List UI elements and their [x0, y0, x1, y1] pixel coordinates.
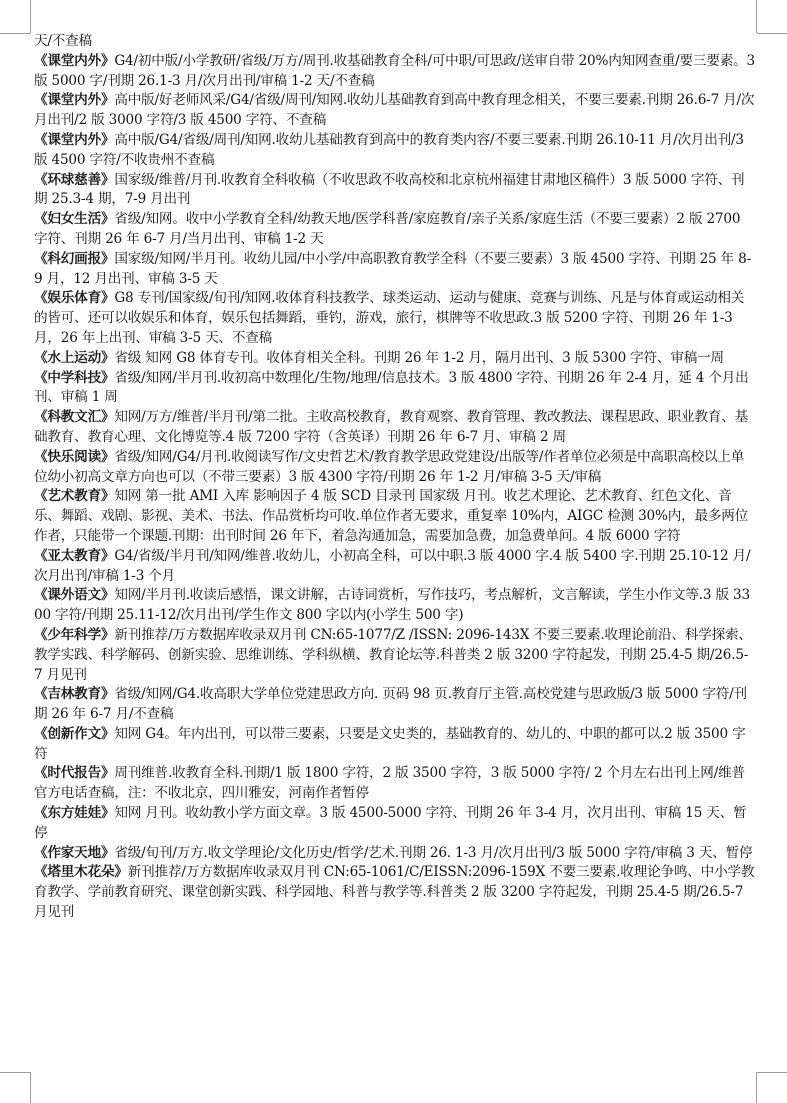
- journal-entry: [34, 210, 756, 250]
- journal-details: 省级/知网。收中小学教育全科/幼教天地/医学科普/家庭教育/亲子关系/家庭生活（不要三要素）2 版 2700 字符、刊期 26 年 6-7 月/当月出刊、审稿 1-2 天: [34, 211, 741, 247]
- journal-name: 《水上运动》: [34, 349, 115, 366]
- journal-entry: [34, 725, 756, 765]
- journal-name: 《创新作文》: [34, 725, 115, 742]
- journal-details: 知网 第一批 AMI 入库 影响因子 4 版 SCD 目录刊 国家级 月刊。收艺术理论、艺术教育、红色文化、音乐、舞蹈、戏剧、影视、美术、书法、作品赏析均可收.单位作者无要求，重复率 10%内，AIGC 检测 30%内，最多两位作者，只能带一个课题.刊期：出刊时间 26 年下，着急沟通加急，需要加急费，加急费单问。4 版 6000 字符: [34, 488, 749, 544]
- journal-name: 《课外语文》: [34, 587, 115, 604]
- journal-name: 《作家天地》: [34, 844, 115, 861]
- journal-name: 《少年科学》: [34, 626, 115, 643]
- journal-name: 《塔里木花朵》: [34, 864, 128, 881]
- journal-entry: [34, 586, 756, 626]
- journal-entry: [34, 764, 756, 804]
- journal-entry: [34, 487, 756, 546]
- journal-entry: [34, 369, 756, 409]
- journal-entry: [34, 626, 756, 685]
- journal-details: 国家级/知网/半月刊。收幼儿园/中小学/中高职教育教学全科（不要三要素）3 版 4500 字符、刊期 25 年 8-9 月，12 月出刊、审稿 3-5 天: [34, 250, 751, 287]
- journal-entry: [34, 171, 756, 211]
- journal-entry: [34, 91, 756, 131]
- journal-details: 省级/知网/半月刊.收初高中数理化/生物/地理/信息技术。3 版 4800 字符、刊期 26 年 2-4 月，延 4 个月出刊、审稿 1 周: [34, 369, 749, 406]
- journal-name: 《艺术教育》: [34, 488, 115, 505]
- journal-name: 《科教文汇》: [34, 409, 115, 426]
- crop-mark-top-left-v: [30, 0, 31, 33]
- journal-details: 知网 G4。年内出刊，可以带三要素，只要是文史类的，基础教育的、幼儿的、中职的都可以.2 版 3500 字符: [34, 725, 746, 762]
- journal-name: 《环球慈善》: [34, 171, 115, 188]
- journal-list: [34, 52, 756, 923]
- journal-name: 《科幻画报》: [34, 250, 115, 267]
- journal-entry: [34, 289, 756, 348]
- journal-name: 《娱乐体育》: [34, 290, 115, 307]
- journal-name: 《课堂内外》: [34, 92, 115, 109]
- journal-details: G4/省级/半月刊/知网/维普.收幼儿，小初高全科，可以中职.3 版 4000 字.4 版 5400 字.刊期 25.10-12 月/次月出刊/审稿 1-3 个月: [34, 547, 751, 584]
- journal-entry: [34, 804, 756, 844]
- journal-entry: [34, 349, 756, 369]
- journal-details: 省级/旬刊/万方.收文学理论/文化历史/哲学/艺术.刊期 26. 1-3 月/次月出刊/3 版 5000 字符/审稿 3 天、暂停: [114, 844, 753, 861]
- journal-details: G8 专刊/国家级/旬刊/知网.收体育科技教学、球类运动、运动与健康、竞赛与训练、凡是与体育或运动相关的皆可、还可以收娱乐和体育，娱乐包括舞蹈，垂钓，游戏，旅行，棋牌等不收思政.3 版 5200 字符、刊期 26 年 1-3 月，26 年上出刊、审稿 3-5 天、不查稿: [34, 290, 745, 346]
- journal-details: 知网/半月刊.收读后感悟，课文讲解，古诗词赏析，写作技巧，考点解析，文言解读，学生小作文等.3 版 3300 字符/刊期 25.11-12/次月出刊/学生作文 800 字以内(小学生 500 字): [34, 587, 750, 624]
- crop-mark-bottom-left-h: [0, 1072, 30, 1073]
- journal-details: G4/初中版/小学教研/省级/万方/周刊.收基础教育全科/可中职/可思政/送审自带 20%内知网查重/要三要素。3 版 5000 字/刊期 26.1-3 月/次月出刊/审稿 1-2 天/不查稿: [34, 52, 755, 89]
- crop-mark-bottom-left-v: [30, 1072, 31, 1103]
- journal-name: 《中学科技》: [34, 369, 115, 386]
- crop-mark-top-right-v: [756, 0, 757, 33]
- journal-details: 知网/万方/维普/半月刊/第二批。主收高校教育，教育观察、教育管理、教改教法、课程思政、职业教育、基础教育、教育心理、文化博览等.4 版 7200 字符（含英译）刊期 26 年 6-7 月、审稿 2 周: [34, 409, 749, 445]
- journal-entry: [34, 448, 756, 488]
- journal-details: 国家级/维普/月刊.收教育全科收稿（不收思政不收高校和北京杭州福建甘肃地区稿件）3 版 5000 字符、刊期 25.3-4 期，7-9 月出刊: [34, 171, 745, 208]
- journal-details: 知网 月刊。收幼教小学方面文章。3 版 4500-5000 字符、刊期 26 年 3-4 月，次月出刊、审稿 15 天、暂停: [34, 805, 747, 841]
- journal-details: 高中版/G4/省级/周刊/知网.收幼儿基础教育到高中的教育类内容/不要三要素.刊期 26.10-11 月/次月出刊/3 版 4500 字符/不收贵州不查稿: [34, 131, 744, 168]
- journal-name: 《快乐阅读》: [34, 448, 115, 465]
- journal-details: 新刊推荐/万方数据库收录双月刊 CN:65-1077/Z /ISSN: 2096-143X 不要三要素.收理论前沿、科学探索、教学实践、科学解码、创新实验、思维训练、学科纵横、教育论坛等.科普类 2 版 3200 字符起发，刊期 25.4-5 期/26.5-7 月见刊: [34, 626, 752, 683]
- document-body: [34, 32, 756, 923]
- crop-mark-top-right-h: [757, 33, 787, 34]
- crop-mark-bottom-right-v: [756, 1072, 757, 1103]
- journal-details: 新刊推荐/万方数据库收录双月刊 CN:65-1061/C/EISSN:2096-159X 不要三要素.收理论争鸣、中小学教育教学、学前教育研究、课堂创新实践、科学园地、科普与教学等.科普类 2 版 3200 字符起发，刊期 25.4-5 期/26.5-7 月见刊: [34, 864, 755, 921]
- journal-entry: [34, 408, 756, 448]
- journal-details: 省级/知网/G4.收高职大学单位党建思政方向. 页码 98 页.教育厅主管.高校党建与思政版/3 版 5000 字符/刊期 26 年 6-7 月/不查稿: [34, 686, 747, 723]
- journal-name: 《吉林教育》: [34, 686, 115, 703]
- journal-details: 周刊维普.收教育全科.刊期/1 版 1800 字符，2 版 3500 字符，3 版 5000 字符/ 2 个月左右出刊上网/维普官方电话查稿，注：不收北京，四川雅安，河南作者暂停: [34, 765, 745, 802]
- journal-details: 省级/知网/G4/月刊.收阅读写作/文史哲艺术/教育教学思政党建设/出版等/作者单位必须是中高职高校以上单位幼小初高文章方向也可以（不带三要素）3 版 4300 字符/刊期 26 年 1-2 月/审稿 3-5 天/审稿: [34, 448, 745, 485]
- journal-details: 省级 知网 G8 体育专刊。收体育相关全科。刊期 26 年 1-2 月，隔月出刊、3 版 5300 字符、审稿一周: [114, 349, 724, 366]
- journal-name: 《妇女生活》: [34, 211, 115, 228]
- journal-details: 高中版/好老师风采/G4/省级/周刊/知网.收幼儿基础教育到高中教育理念相关，不要三要素.刊期 26.6-7 月/次月出刊/2 版 3000 字符/3 版 4500 字符、不查稿: [34, 92, 755, 129]
- journal-name: 《时代报告》: [34, 765, 115, 782]
- crop-mark-bottom-right-h: [757, 1072, 787, 1073]
- journal-name: 《东方娃娃》: [34, 805, 115, 822]
- journal-entry: [34, 547, 756, 587]
- journal-name: 《课堂内外》: [34, 52, 115, 69]
- journal-entry: [34, 844, 756, 864]
- journal-name: 《亚太教育》: [34, 547, 115, 564]
- crop-mark-top-left-h: [0, 33, 30, 34]
- journal-entry: [34, 131, 756, 171]
- journal-entry: [34, 685, 756, 725]
- journal-name: 《课堂内外》: [34, 131, 115, 148]
- continuation-line: 天/不查稿: [34, 33, 92, 49]
- journal-entry: [34, 250, 756, 290]
- journal-entry: [34, 52, 756, 92]
- journal-entry: [34, 863, 756, 922]
